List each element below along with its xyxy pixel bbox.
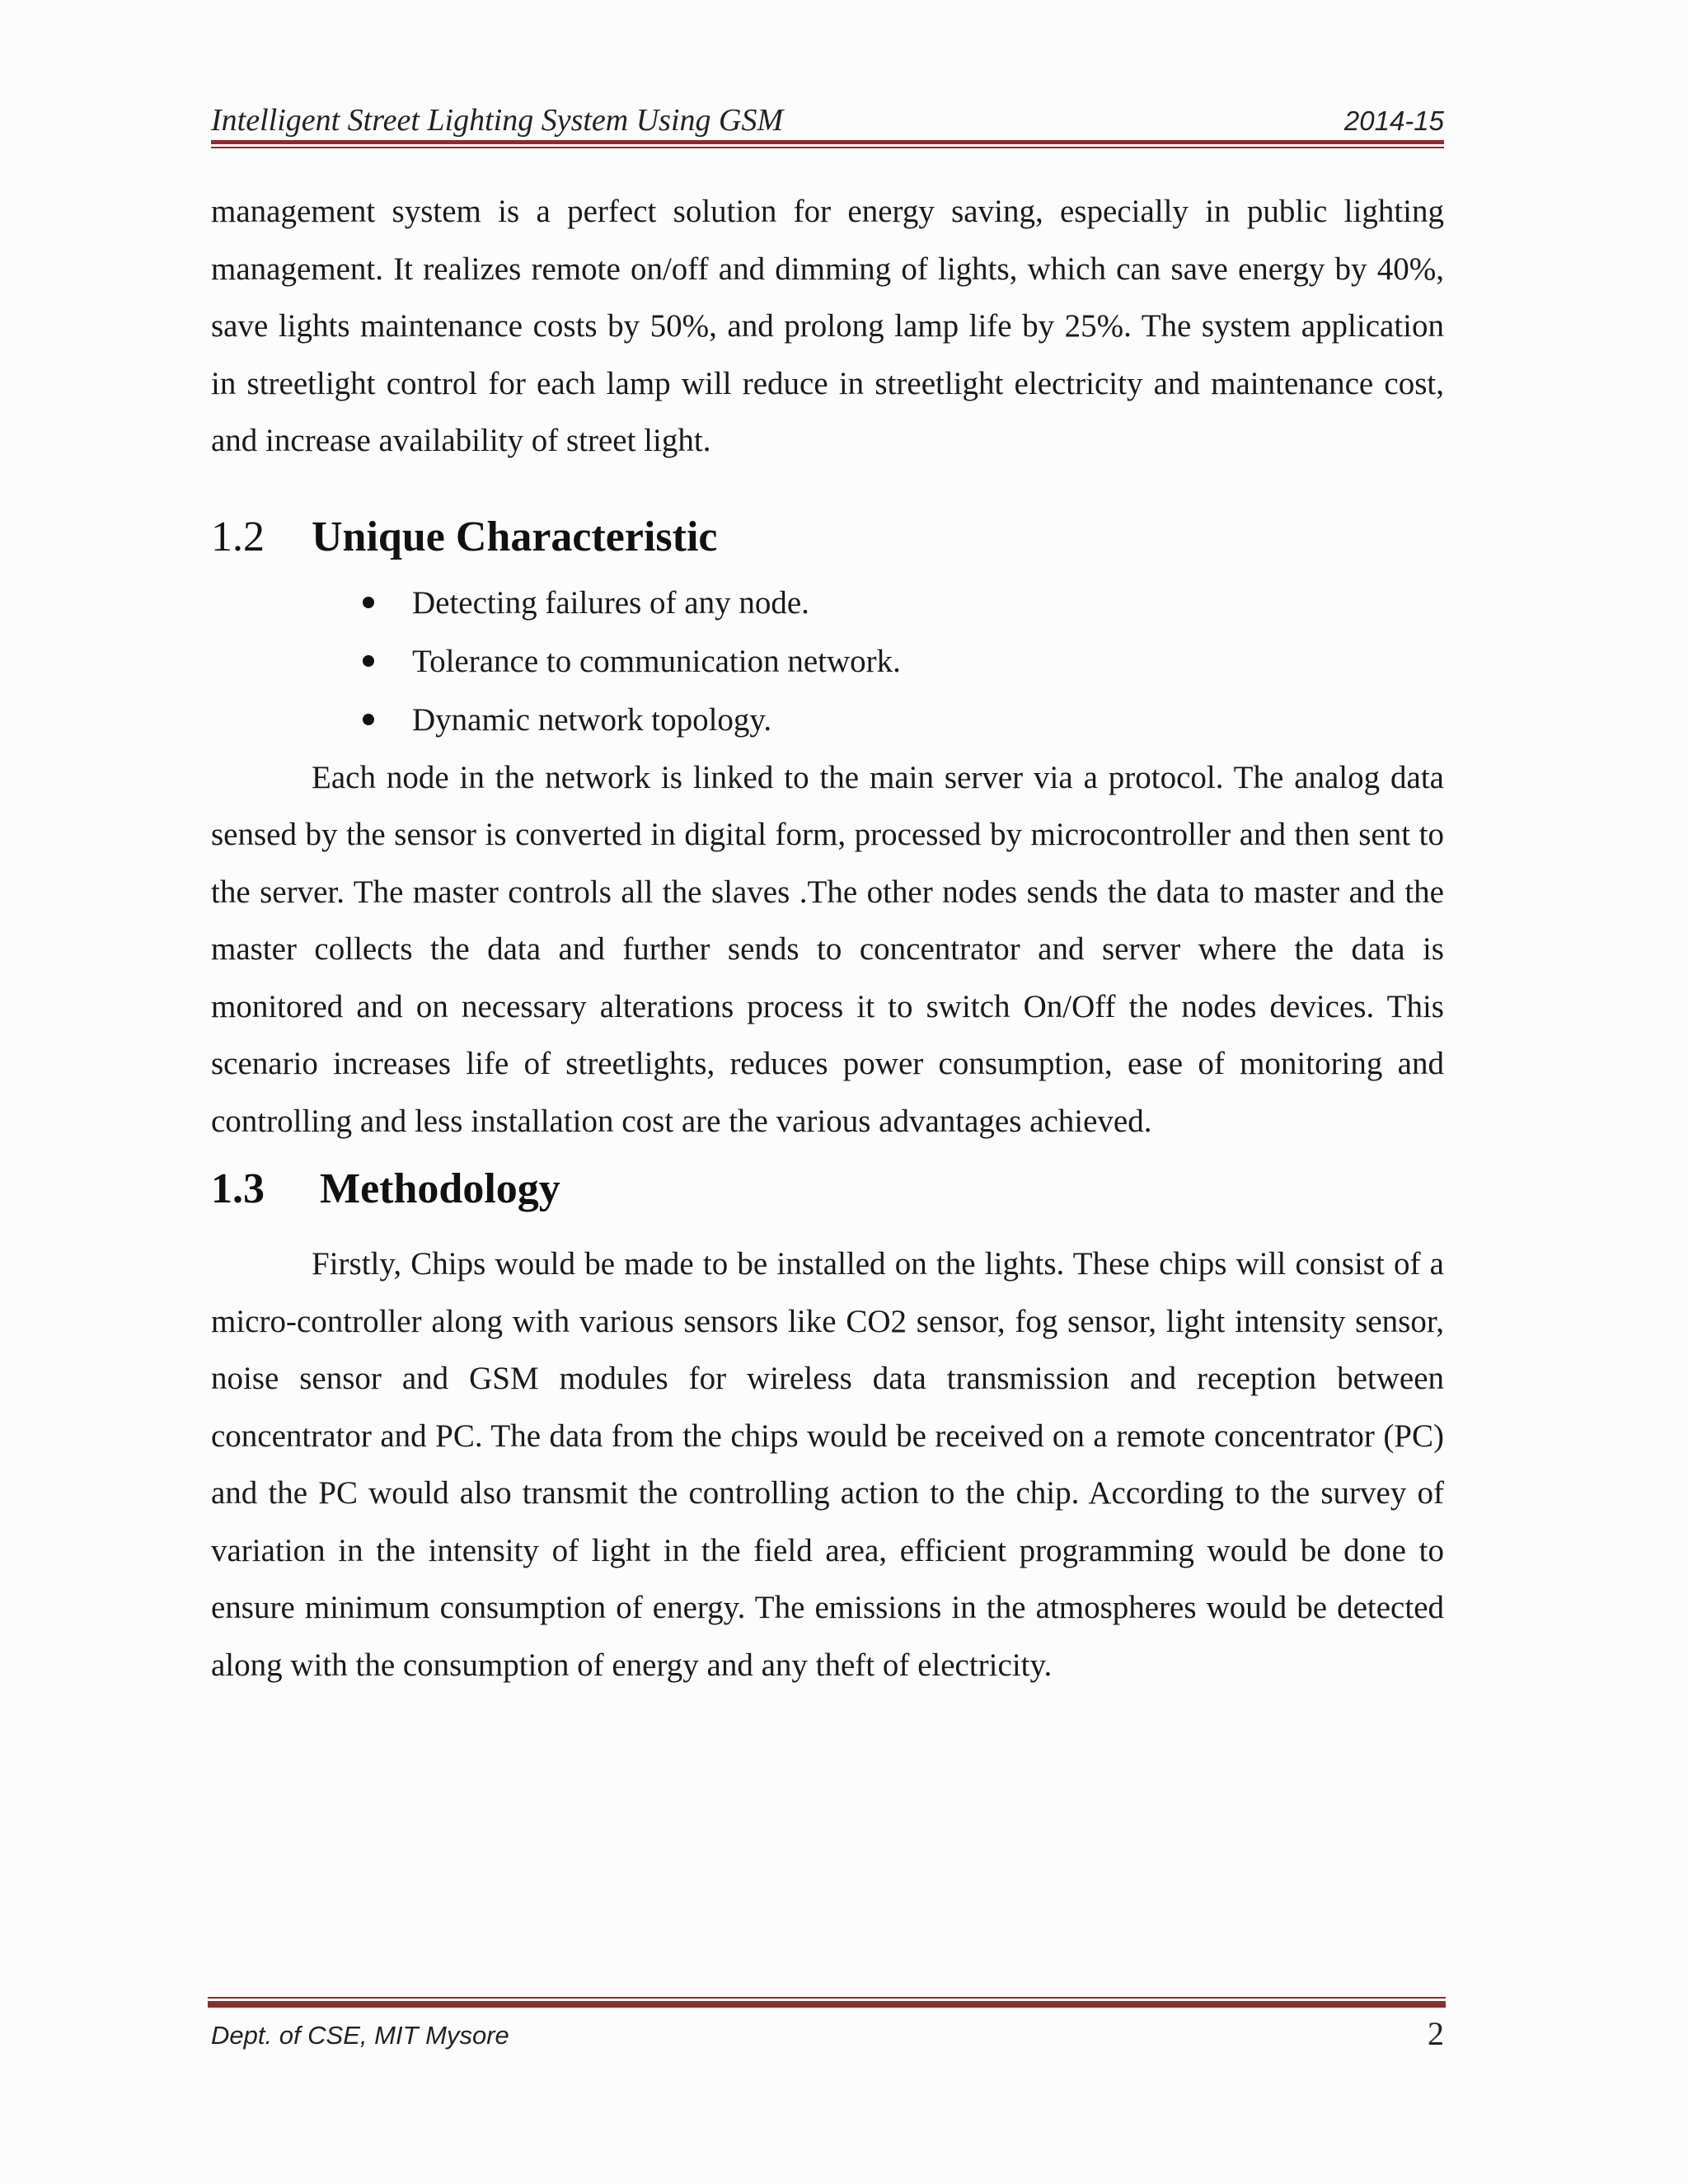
header-rule — [211, 140, 1444, 149]
section-title: Methodology — [320, 1165, 560, 1212]
header-year: 2014-15 — [1343, 105, 1444, 136]
bullet-icon — [363, 655, 374, 667]
footer-department: Dept. of CSE, MIT Mysore — [211, 2021, 509, 2050]
section-number: 1.2 — [211, 513, 265, 560]
characteristics-list — [211, 574, 1444, 749]
section-title: Unique Characteristic — [312, 513, 718, 560]
intro-paragraph: management system is a perfect solution for energy saving, especially in public lighting management. It realizes remote on/off and dimming of lights, which can save energy by 40%, save lights maintenance costs by 50%, and prolong lamp life by 25%. The system application in streetlight control for each lamp will reduce in streetlight electricity and maintenance cost, and increase availability of street light. — [211, 194, 1444, 458]
list-item: Tolerance to communication network. — [363, 632, 1444, 691]
page-content — [211, 183, 1444, 1694]
methodology-paragraph: Firstly, Chips would be made to be installed on the lights. These chips will consist of a micro-controller along with various sensors like CO2 sensor, fog sensor, light intensity sensor, noise sensor and GSM modules for wireless data transmission and reception between concentrator and PC. The data from the chips would be received on a remote concentrator (PC) and the PC would also transmit the controlling action to the chip. According to the survey of variation in the intensity of light in the field area, efficient programming would be done to ensure minimum consumption of energy. The emissions in the atmospheres would be detected along with the consumption of energy and any theft of electricity. — [211, 1246, 1444, 1683]
footer-rule — [208, 1997, 1446, 2008]
list-item: Detecting failures of any node. — [363, 574, 1444, 632]
bullet-icon — [363, 597, 374, 608]
section-number: 1.3 — [211, 1165, 265, 1212]
list-item: Dynamic network topology. — [363, 691, 1444, 749]
characteristics-paragraph: Each node in the network is linked to the main server via a protocol. The analog data sensed by the sensor is converted in digital form, processed by microcontroller and then sent to the server. The master controls all the slaves .The other nodes sends the data to master and the master collects the data and further sends to concentrator and server where the data is monitored and on necessary alterations process it to switch On/Off the nodes devices. This scenario increases life of streetlights, reduces power consumption, ease of monitoring and controlling and less installation cost are the various advantages achieved. — [211, 759, 1444, 1139]
section-heading-unique-characteristic — [211, 513, 1444, 562]
page-number: 2 — [1428, 2015, 1444, 2052]
section-heading-methodology — [211, 1165, 1444, 1214]
page-header — [211, 97, 1444, 143]
bullet-icon — [363, 714, 374, 725]
header-title: Intelligent Street Lighting System Using GSM — [211, 103, 784, 138]
